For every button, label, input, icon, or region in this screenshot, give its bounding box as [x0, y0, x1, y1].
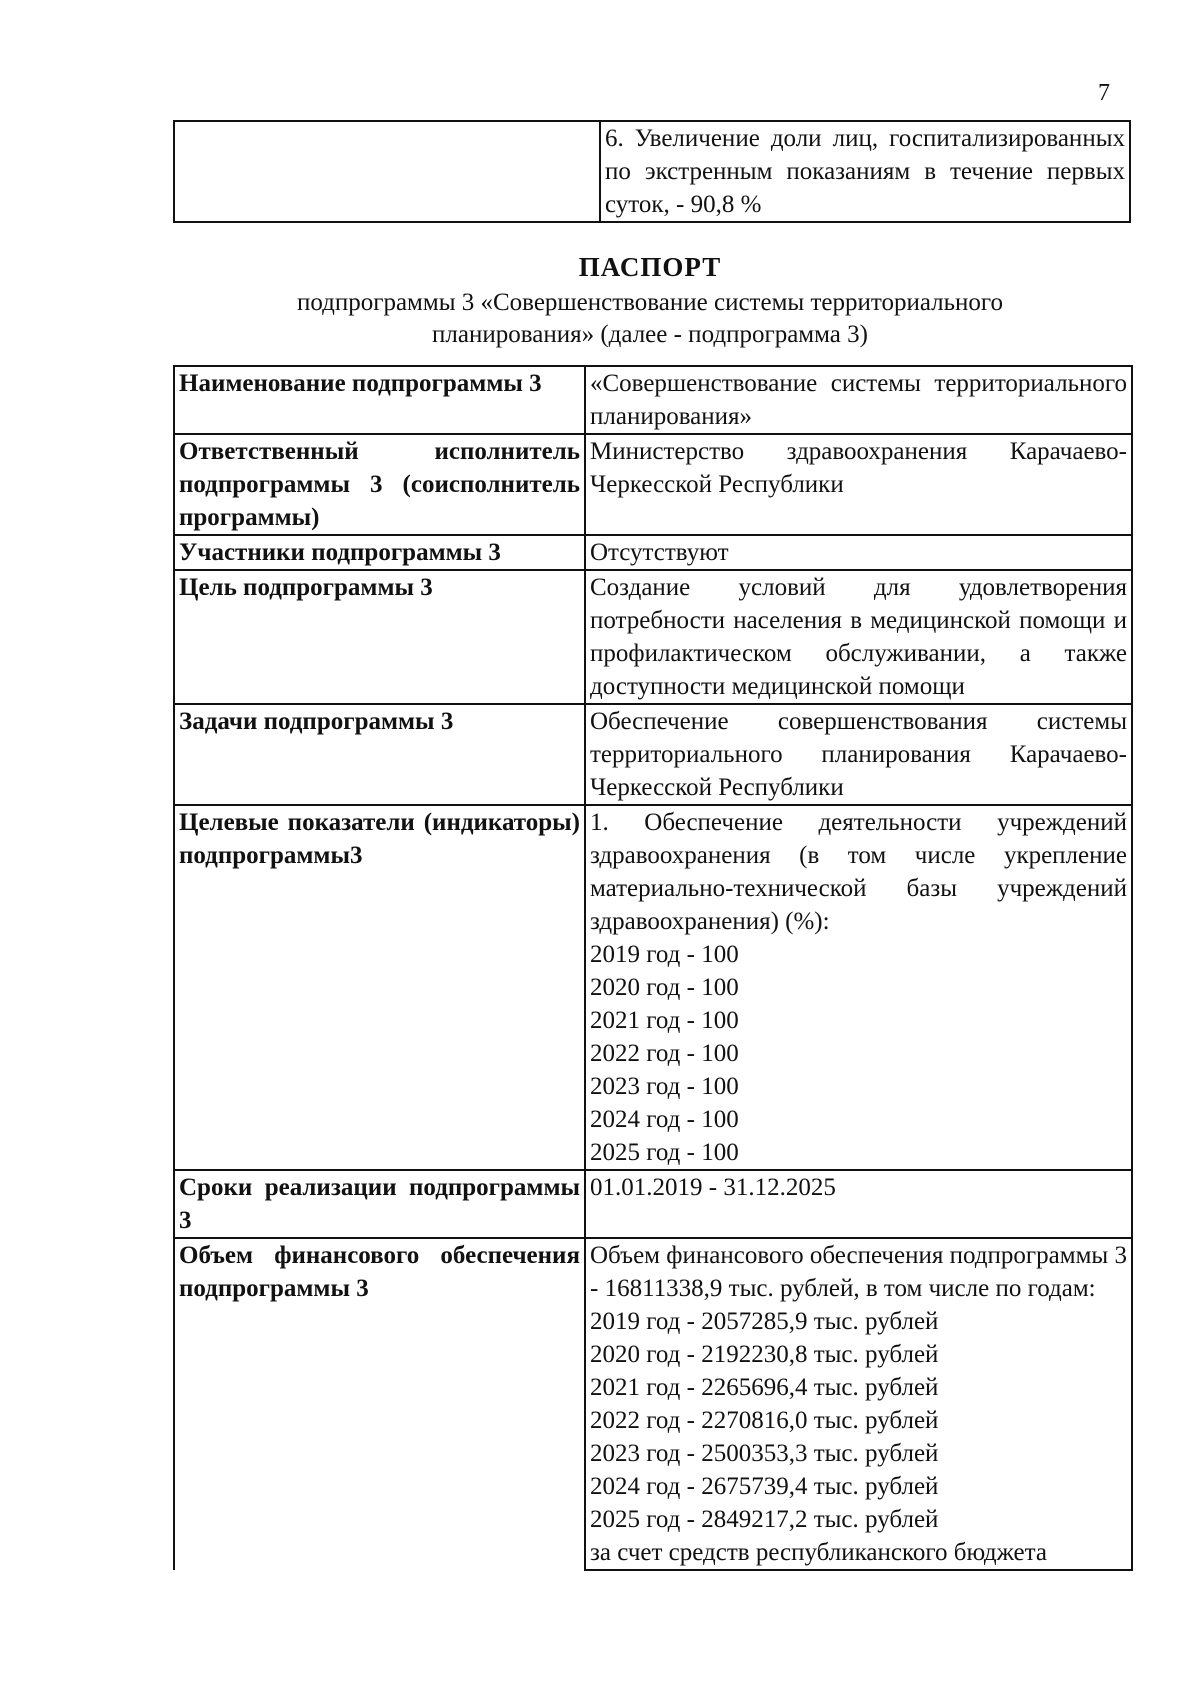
table-row: [174, 805, 1132, 1170]
row-label: Ответственный исполнитель подпрограммы 3 (соисполнитель программы): [174, 434, 585, 535]
row-label: Объем финансового обеспечения подпрограммы 3: [174, 1238, 585, 1570]
table-row: [174, 366, 1132, 434]
year-line: 2025 год - 100: [590, 1139, 739, 1166]
table-row: [174, 434, 1132, 535]
row-label: Участники подпрограммы 3: [174, 535, 585, 570]
indicator-description: 1. Обеспечение деятельности учреждений здравоохранения (в том числе укрепление материально-технической базы учреждений здравоохранения) (%):: [590, 809, 1127, 935]
table-row: [174, 570, 1132, 704]
row-value: «Совершенствование системы территориального планирования»: [585, 366, 1132, 434]
year-line: 2021 год - 2265696,4 тыс. рублей: [590, 1374, 939, 1401]
indicator-text: 6. Увеличение доли лиц, госпитализированных по экстренным показаниям в течение первых суток, - 90,8 %: [600, 121, 1130, 222]
row-label: Задачи подпрограммы 3: [174, 704, 585, 805]
table-row: [174, 535, 1132, 570]
year-line: 2019 год - 100: [590, 941, 739, 968]
row-value: Министерство здравоохранения Карачаево-Черкесской Республики: [585, 434, 1132, 535]
year-line: 2023 год - 2500353,3 тыс. рублей: [590, 1440, 939, 1467]
row-value: Создание условий для удовлетворения потребности населения в медицинской помощи и профилактическом обслуживании, а также доступности медицинской помощи: [585, 570, 1132, 704]
year-line: 2024 год - 2675739,4 тыс. рублей: [590, 1473, 939, 1500]
indicator-years: [590, 938, 1127, 1169]
passport-table: [173, 365, 1133, 1571]
row-label: Наименование подпрограммы 3: [174, 366, 585, 434]
row-label: Сроки реализации подпрограммы 3: [174, 1170, 585, 1238]
year-line: 2020 год - 100: [590, 974, 739, 1001]
year-line: 2022 год - 100: [590, 1040, 739, 1067]
row-label: Цель подпрограммы 3: [174, 570, 585, 704]
year-line: 2022 год - 2270816,0 тыс. рублей: [590, 1407, 939, 1434]
passport-title: ПАСПОРТ: [578, 252, 722, 282]
page-number: 7: [1098, 80, 1110, 106]
row-value: [585, 1238, 1132, 1570]
year-line: 2023 год - 100: [590, 1073, 739, 1100]
table-row: [174, 1238, 1132, 1570]
table-row: [174, 1170, 1132, 1238]
table-row: [174, 704, 1132, 805]
row-label: Целевые показатели (индикаторы) подпрограммы3: [174, 805, 585, 1170]
year-line: 2019 год - 2057285,9 тыс. рублей: [590, 1308, 939, 1335]
row-value: Отсутствуют: [585, 535, 1132, 570]
funding-years: [590, 1305, 1127, 1569]
continued-table: [173, 120, 1131, 223]
empty-cell: [174, 121, 600, 222]
table-row: [174, 121, 1130, 222]
year-line: 2020 год - 2192230,8 тыс. рублей: [590, 1341, 939, 1368]
year-line: 2025 год - 2849217,2 тыс. рублей: [590, 1506, 939, 1533]
row-value: 01.01.2019 - 31.12.2025: [585, 1170, 1132, 1238]
funding-source-line: за счет средств республиканского бюджета: [590, 1539, 1047, 1566]
funding-description: Объем финансового обеспечения подпрограммы 3 - 16811338,9 тыс. рублей, в том числе по годам:: [590, 1242, 1127, 1302]
passport-subtitle: подпрограммы 3 «Совершенствование системы территориального планирования» (далее - подпрограмма 3): [296, 289, 1004, 348]
year-line: 2024 год - 100: [590, 1106, 739, 1133]
row-value: [585, 805, 1132, 1170]
year-line: 2021 год - 100: [590, 1007, 739, 1034]
row-value: Обеспечение совершенствования системы территориального планирования Карачаево-Черкесской Республики: [585, 704, 1132, 805]
